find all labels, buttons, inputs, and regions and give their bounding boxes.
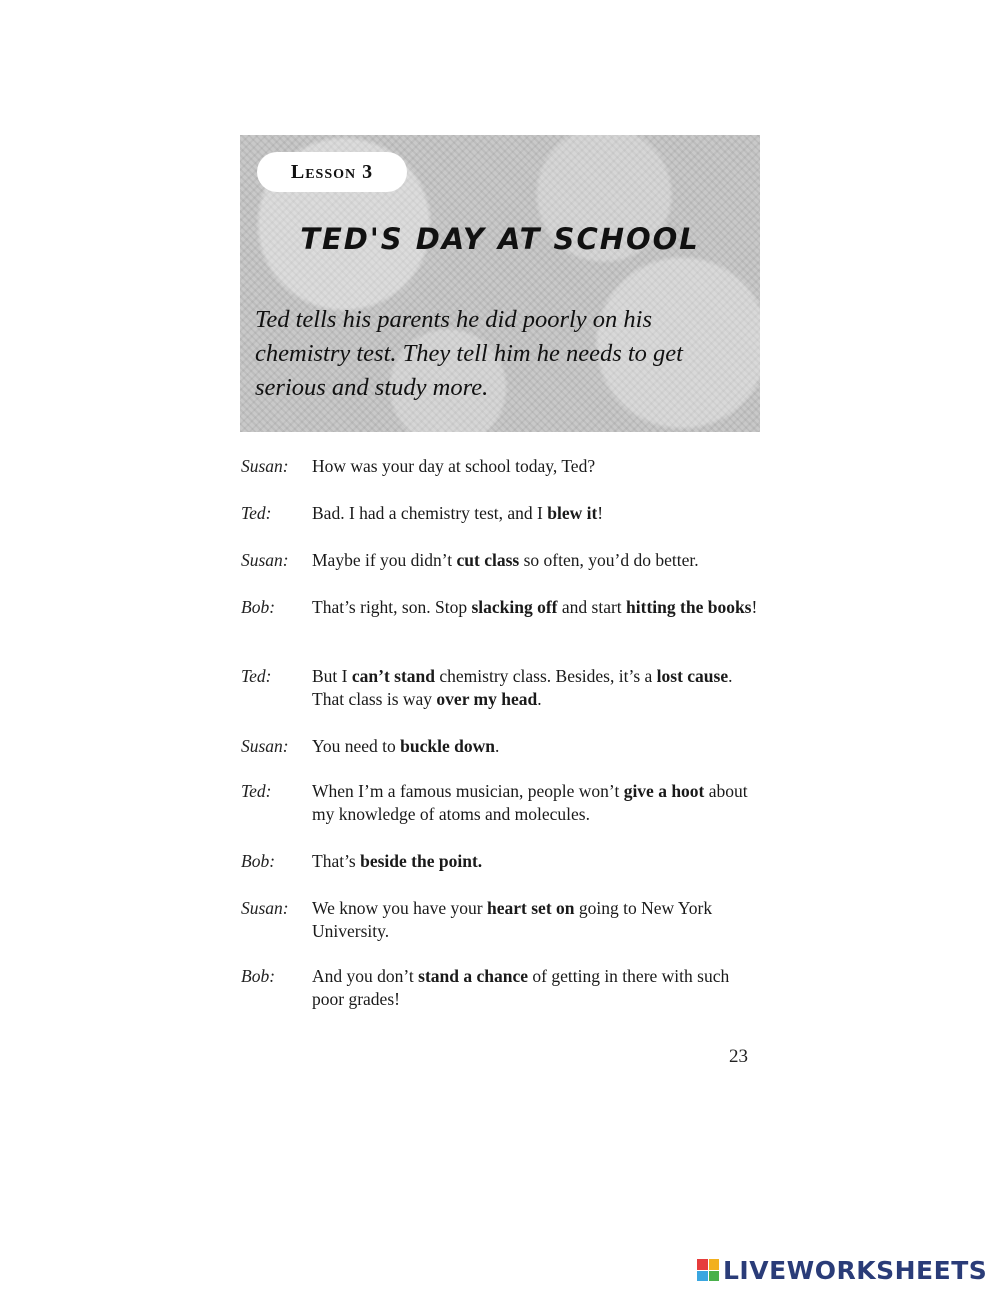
- speaker-name: Ted:: [241, 666, 272, 686]
- idiom-phrase: hitting the books: [626, 597, 752, 617]
- idiom-phrase: lost cause: [656, 666, 729, 686]
- idiom-phrase: give a hoot: [623, 781, 705, 801]
- lesson-title: TED'S DAY AT SCHOOL: [300, 222, 700, 256]
- logo-square: [709, 1271, 720, 1282]
- idiom-phrase: blew it: [547, 503, 598, 523]
- speech-text: [312, 850, 759, 873]
- speech-fragment: When I’m a famous musician, people won’t: [312, 781, 624, 801]
- logo-square: [697, 1259, 708, 1270]
- speech-text: [312, 897, 759, 943]
- speech-text: [312, 735, 759, 758]
- speech-fragment: so often, you’d do better.: [519, 550, 699, 570]
- idiom-phrase: cut class: [456, 550, 520, 570]
- speech-fragment: That’s: [312, 851, 361, 871]
- speech-fragment: !: [751, 597, 758, 617]
- logo-text: LIVEWORKSHEETS: [723, 1255, 988, 1285]
- idiom-phrase: stand a chance: [418, 966, 529, 986]
- lesson-label: Lesson 3: [290, 160, 374, 183]
- lesson-badge: [257, 152, 407, 192]
- speech-text: [312, 502, 759, 525]
- speech-text: [312, 665, 759, 711]
- speaker-name: Susan:: [241, 736, 289, 756]
- speech-fragment: That’s right, son. Stop: [312, 597, 472, 617]
- speech-text: [312, 455, 759, 478]
- speaker-name: Susan:: [241, 550, 289, 570]
- speaker-name: Susan:: [241, 898, 289, 918]
- speech-fragment: .: [495, 736, 500, 756]
- liveworksheets-logo[interactable]: [697, 1257, 987, 1283]
- speech-fragment: But I: [312, 666, 352, 686]
- idiom-phrase: beside the point.: [360, 851, 483, 871]
- idiom-phrase: slacking off: [471, 597, 558, 617]
- speaker-name: Ted:: [241, 781, 272, 801]
- speaker-name: Bob:: [241, 597, 276, 617]
- idiom-phrase: heart set on: [487, 898, 575, 918]
- logo-square: [709, 1259, 720, 1270]
- idiom-phrase: buckle down: [400, 736, 495, 756]
- speech-text: [312, 780, 759, 826]
- liveworksheets-logo-icon: [697, 1259, 719, 1281]
- speaker-name: Bob:: [241, 851, 276, 871]
- idiom-phrase: can’t stand: [351, 666, 436, 686]
- speech-text: [312, 965, 759, 1011]
- speech-fragment: Maybe if you didn’t: [312, 550, 457, 570]
- speaker-name: Susan:: [241, 456, 289, 476]
- speaker-name: Ted:: [241, 503, 272, 523]
- speaker-name: Bob:: [241, 966, 276, 986]
- speech-fragment: and start: [557, 597, 627, 617]
- logo-square: [697, 1271, 708, 1282]
- speech-text: [312, 596, 759, 619]
- speech-fragment: !: [597, 503, 604, 523]
- speech-fragment: going to New York University.: [312, 898, 713, 941]
- speech-fragment: .: [537, 689, 542, 709]
- speech-fragment: . That class is way: [312, 666, 733, 709]
- page-number: 23: [729, 1046, 748, 1067]
- speech-fragment: Bad. I had a chemistry test, and I: [312, 503, 548, 523]
- idiom-phrase: over my head: [436, 689, 538, 709]
- speech-text: [312, 549, 759, 572]
- lesson-intro: Ted tells his parents he did poorly on his chemistry test. They tell him he needs to get serious and study more.: [255, 306, 683, 401]
- speech-fragment: We know you have your: [312, 898, 488, 918]
- speech-fragment: And you don’t: [312, 966, 419, 986]
- speech-fragment: of getting in there with such poor grades!: [312, 966, 730, 1009]
- speech-fragment: about my knowledge of atoms and molecules.: [312, 781, 748, 824]
- speech-fragment: chemistry class. Besides, it’s a: [435, 666, 657, 686]
- speech-fragment: How was your day at school today, Ted?: [312, 456, 596, 476]
- speech-fragment: You need to: [312, 736, 401, 756]
